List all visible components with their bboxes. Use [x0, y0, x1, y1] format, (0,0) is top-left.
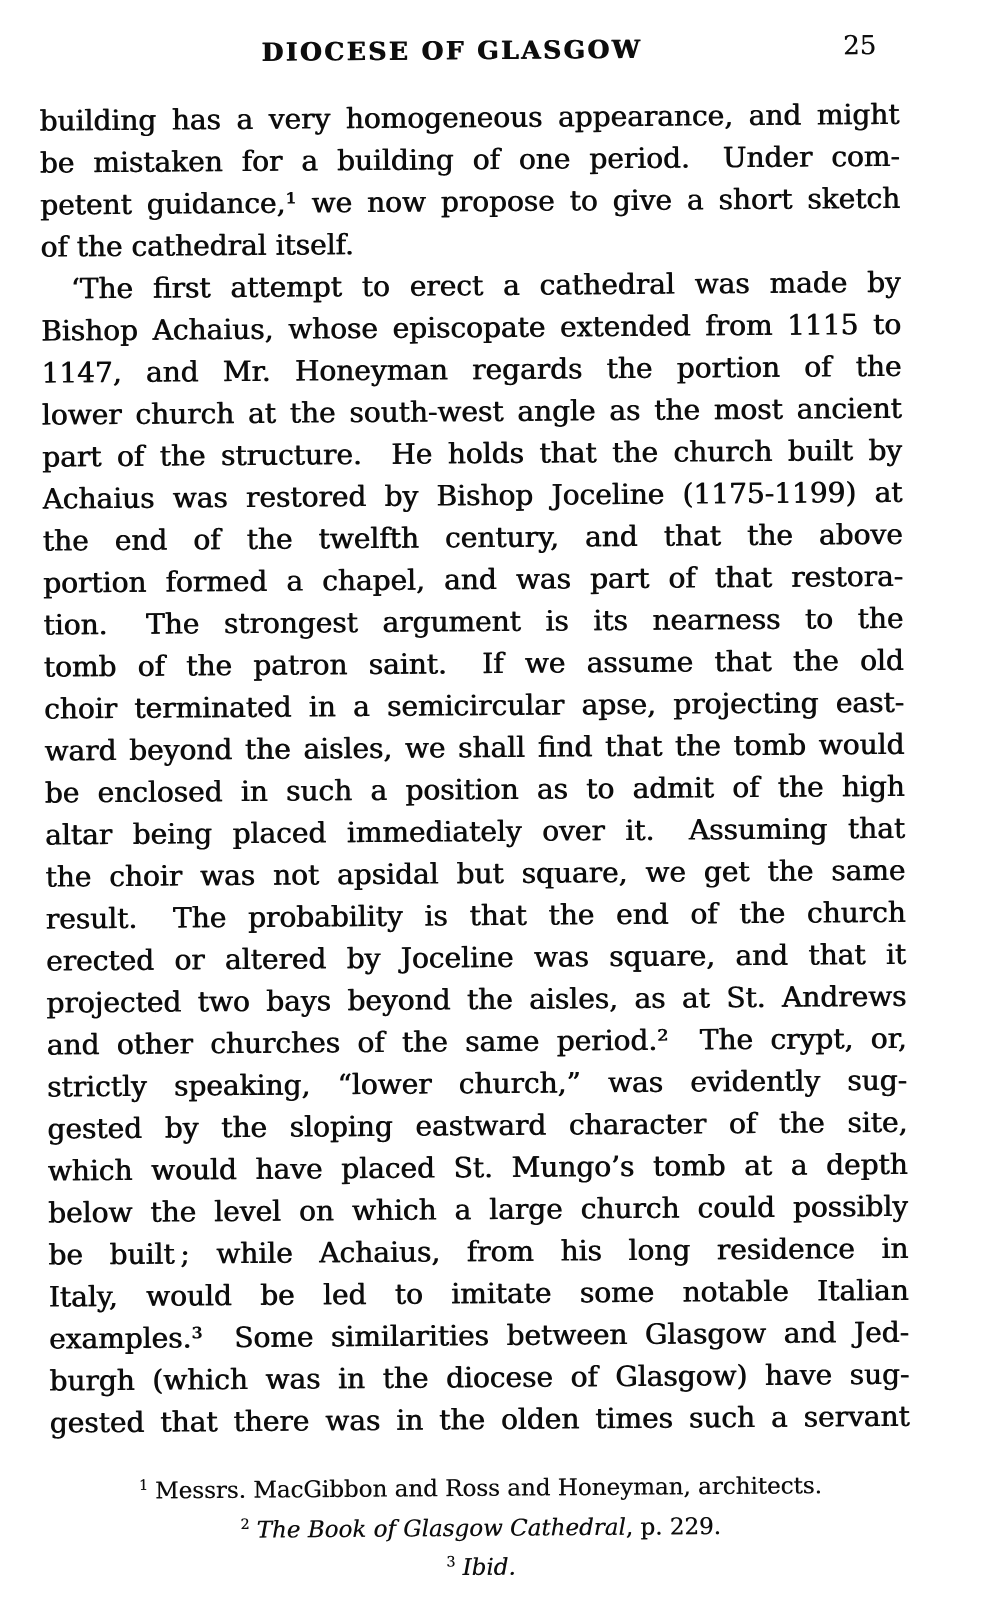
text-line: tion. The strongest argument is its nearness to the: [43, 601, 904, 642]
footnote-marker: 2: [240, 1516, 250, 1533]
text-line: be built ; while Achaius, from his long residence in: [48, 1231, 909, 1272]
text-line: lower church at the south-west angle as the most ancient: [41, 391, 903, 432]
footnote: [50, 1463, 910, 1509]
text-line: gested by the sloping eastward character of the site,: [47, 1105, 908, 1146]
text-line: projected two bays beyond the aisles, as at St. Andrews: [46, 979, 907, 1020]
footnote-text: , p. 229.: [625, 1513, 722, 1541]
text-line: tomb of the patron saint. If we assume that the old: [43, 643, 905, 684]
text-line: of the cathedral itself.: [40, 228, 355, 264]
text-line: strictly speaking, “lower church,” was evidently sug-: [47, 1063, 908, 1104]
running-head: [0, 32, 994, 80]
text-line: Bishop Achaius, whose episcopate extended from 1115 to: [41, 307, 902, 348]
text-line: 1147, and Mr. Honeyman regards the portion of the: [41, 349, 902, 390]
footnote-text: Ibid.: [462, 1554, 516, 1582]
footnote: [51, 1502, 911, 1548]
page-body-text: [39, 94, 910, 1445]
text-line: choir terminated in a semicircular apse, projecting east-: [44, 685, 905, 726]
page-header-title: DIOCESE OF GLASGOW: [261, 34, 643, 67]
text-line: petent guidance,¹ we now propose to give a short sketch: [40, 181, 901, 222]
text-line: gested that there was in the olden times such a servant: [49, 1399, 910, 1440]
footnote: [51, 1542, 911, 1588]
text-line: ‘The first attempt to erect a cathedral was made by: [70, 265, 902, 306]
text-line: be mistaken for a building of one period. Under com-: [39, 139, 901, 180]
text-line: which would have placed St. Mungo’s tomb at a depth: [47, 1147, 909, 1188]
text-line: the choir was not apsidal but square, we get the same: [45, 853, 906, 894]
text-line: erected or altered by Joceline was square, and that it: [46, 937, 907, 978]
footnote-text: The Book of Glasgow Cathedral: [256, 1514, 626, 1544]
footnote-marker: 3: [446, 1554, 456, 1571]
footnote-text: Messrs. MacGibbon and Ross and Honeyman, architects.: [154, 1473, 822, 1505]
text-line: portion formed a chapel, and was part of that restora-: [43, 559, 904, 600]
text-line: the end of the twelfth century, and that the above: [42, 517, 904, 558]
text-line: Italy, would be led to imitate some notable Italian: [48, 1273, 909, 1314]
text-line: below the level on which a large church could possibly: [48, 1189, 909, 1230]
text-line: part of the structure. He holds that the church built by: [42, 433, 903, 474]
text-line: Achaius was restored by Bishop Joceline (1175-1199) at: [42, 475, 903, 516]
text-line: and other churches of the same period.² The crypt, or,: [46, 1021, 908, 1062]
text-line: be enclosed in such a position as to admit of the high: [44, 769, 906, 810]
footnotes: [50, 1463, 911, 1589]
text-line: building has a very homogeneous appearance, and might: [39, 97, 900, 138]
page-number: 25: [842, 31, 877, 62]
text-line: altar being placed immediately over it. Assuming that: [45, 811, 906, 852]
text-line: result. The probability is that the end of the church: [45, 895, 907, 936]
text-line: burgh (which was in the diocese of Glasgow) have sug-: [49, 1357, 910, 1398]
text-line: ward beyond the aisles, we shall find that the tomb would: [44, 727, 905, 768]
footnote-marker: 1: [138, 1477, 149, 1494]
text-line: examples.³ Some similarities between Glasgow and Jed-: [49, 1315, 910, 1356]
